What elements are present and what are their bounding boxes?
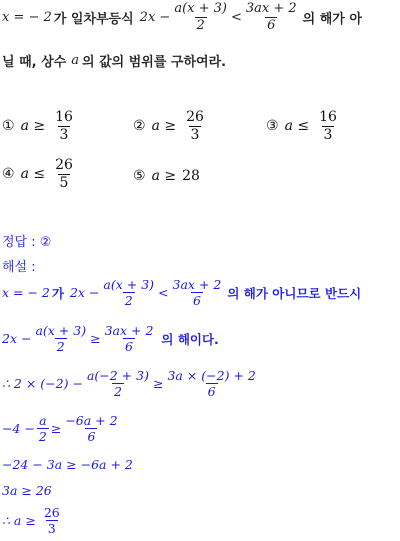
math-text: −4 − — [2, 421, 35, 437]
question-text: 가 일차부등식 — [53, 11, 134, 27]
solution-step-3 — [2, 369, 260, 398]
question-text: 닐 때, 상수 — [2, 55, 67, 70]
solution-step-6: 3a ≥ 26 — [2, 483, 52, 498]
fraction: $\frac{a(x + 3)}{2}$ — [103, 277, 155, 309]
question-line-1 — [2, 2, 362, 32]
fraction: $\frac{-6a + 2}{6}$ — [65, 413, 118, 445]
choice-fraction: $\frac{26}{3}$ — [186, 109, 204, 143]
question-text: 의 값의 범위를 구하여라. — [82, 55, 227, 70]
greater-equal: ≥ — [152, 376, 164, 392]
choice-5[interactable] — [133, 168, 200, 184]
choice-relation: a ≥ — [151, 168, 177, 184]
math-text: ∴ 2 × (−2) − — [2, 376, 83, 392]
solution-step-7 — [2, 506, 64, 535]
variable-a: a — [71, 53, 79, 68]
solution-step-4 — [2, 414, 122, 443]
question-line-2 — [2, 51, 226, 70]
choice-1[interactable] — [2, 110, 77, 142]
math-text: ∴ a ≥ — [2, 513, 36, 529]
fraction: $\frac{a(x + 3)}{2}$ — [35, 323, 87, 355]
choice-number: ⑤ — [133, 168, 146, 184]
choice-relation: a ≥ — [20, 118, 46, 135]
less-than: < — [230, 9, 242, 25]
choice-relation: a ≤ — [284, 118, 310, 135]
less-than: < — [158, 285, 169, 301]
choice-fraction: $\frac{16}{3}$ — [319, 109, 337, 143]
fraction: $\frac{a(x + 3)}{2}$ — [174, 1, 227, 33]
choice-relation: a ≥ — [151, 118, 177, 135]
choice-number: ④ — [2, 166, 15, 183]
choice-fraction: $\frac{16}{3}$ — [55, 109, 73, 143]
condition-x: x = − 2 — [2, 9, 52, 25]
choice-number: ① — [2, 118, 15, 135]
math-text: 2x − — [2, 331, 32, 347]
fraction: $\frac{26}{3}$ — [43, 505, 60, 537]
choice-number: ③ — [266, 118, 279, 135]
fraction: $\frac{a}{2}$ — [38, 413, 47, 445]
solution-step-5: −24 − 3a ≥ −6a + 2 — [2, 457, 133, 472]
choice-fraction: $\frac{26}{5}$ — [55, 157, 73, 191]
solution-text: 가 — [51, 285, 64, 301]
fraction: $\frac{3ax + 2}{6}$ — [104, 323, 154, 355]
inequality-lhs: 2x − — [139, 9, 171, 25]
choice-3[interactable] — [266, 110, 341, 142]
question-text: 의 해가 아 — [302, 11, 362, 27]
fraction: $\frac{3ax + 2}{6}$ — [245, 1, 297, 33]
solution-step-1 — [2, 278, 361, 307]
fraction: $\frac{3ax + 2}{6}$ — [172, 277, 222, 309]
math-text: 2x − — [69, 285, 100, 301]
greater-equal: ≥ — [90, 331, 101, 347]
greater-equal: ≥ — [50, 421, 62, 437]
solution-text: 의 해가 아니므로 반드시 — [227, 285, 362, 301]
solution-text: 의 해이다. — [161, 331, 219, 347]
solution-step-2 — [2, 324, 219, 353]
choice-number: ② — [133, 118, 146, 135]
choice-value: 28 — [182, 168, 200, 184]
fraction: $\frac{a(-2 + 3)}{2}$ — [86, 368, 149, 400]
solution-label: 해설 : — [2, 260, 36, 275]
fraction: $\frac{3a \times (-2) + 2}{6}$ — [167, 368, 256, 400]
math-text: x = − 2 — [2, 285, 50, 301]
choice-relation: a ≤ — [20, 166, 46, 183]
choice-4[interactable] — [2, 158, 77, 190]
choice-2[interactable] — [133, 110, 208, 142]
answer-label: 정답 : ② — [2, 235, 52, 250]
